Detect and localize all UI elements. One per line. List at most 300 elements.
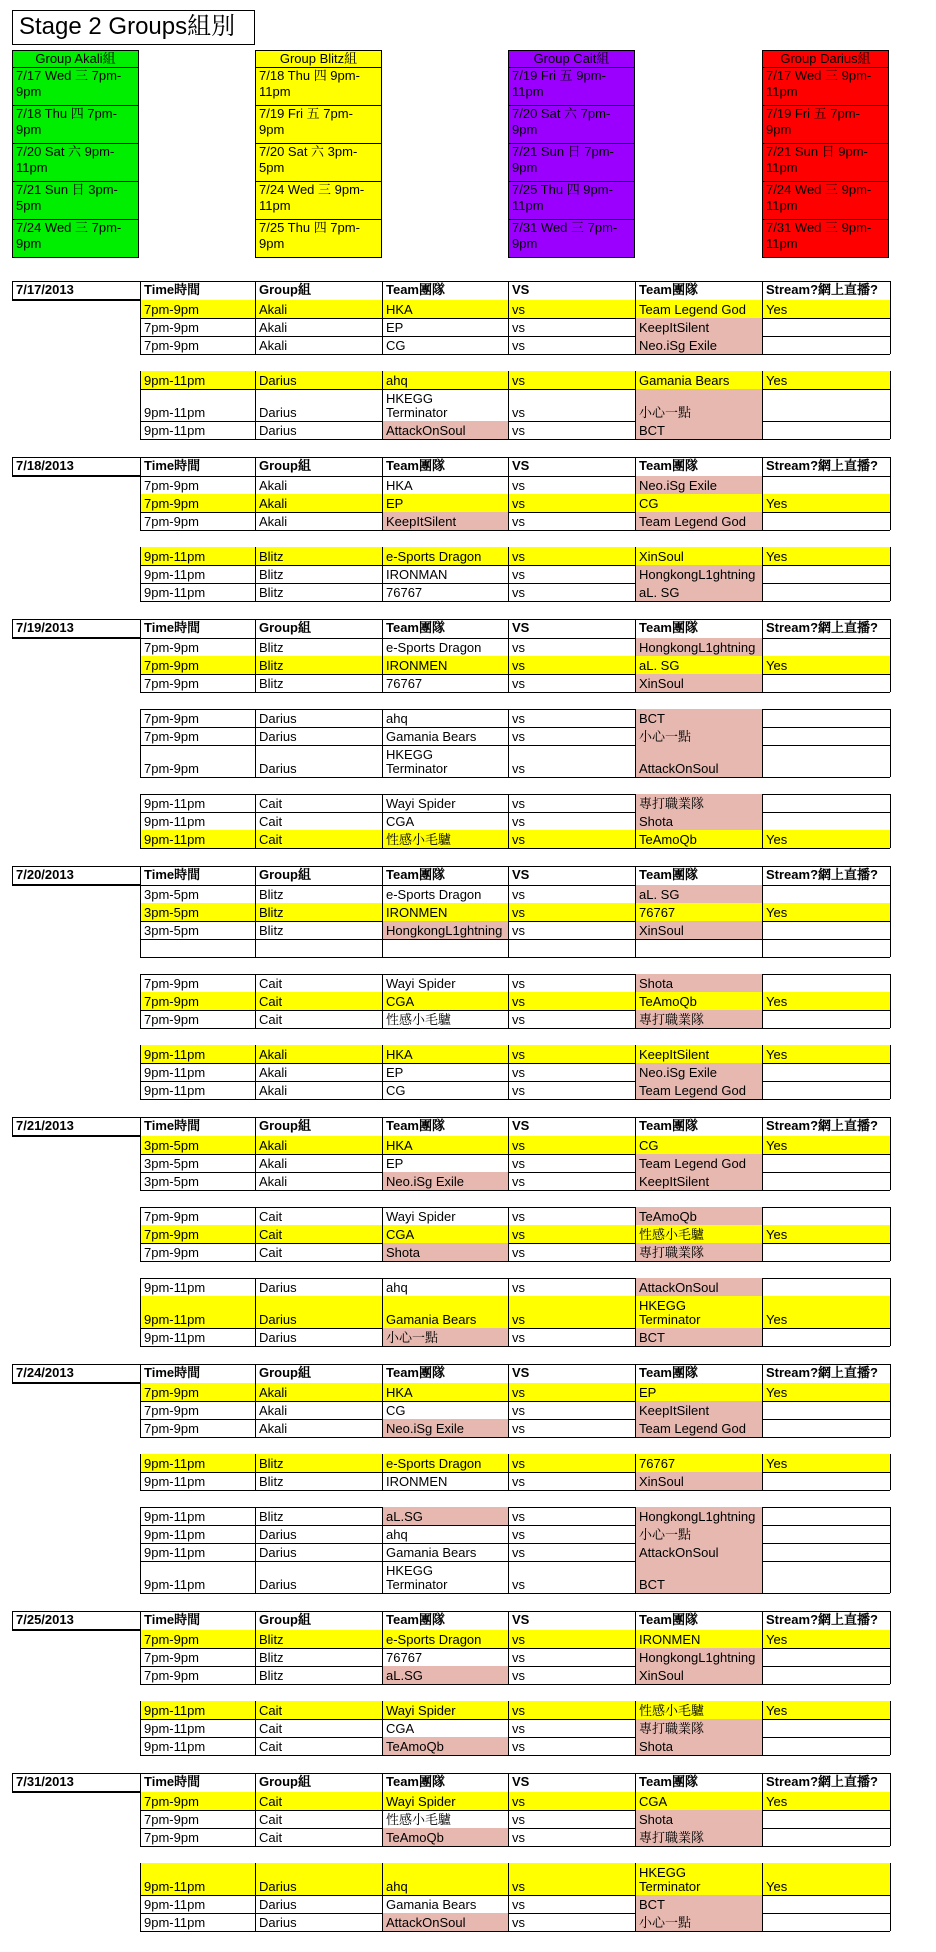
row-border <box>890 1701 891 1719</box>
stream-flag <box>762 745 890 777</box>
stream-flag: Yes <box>762 1454 890 1472</box>
stream-flag <box>762 1081 890 1099</box>
vs-label <box>508 939 635 957</box>
match-group: Darius <box>255 1863 382 1895</box>
team-a: AttackOnSoul <box>382 421 508 439</box>
team-b: aL. SG <box>635 885 762 903</box>
team-b: KeepItSilent <box>635 1401 762 1419</box>
column-header: Group組 <box>255 1773 382 1792</box>
row-border <box>890 1401 891 1419</box>
team-a: CG <box>382 336 508 354</box>
row-border <box>890 1792 891 1810</box>
match-group: Blitz <box>255 903 382 921</box>
vs-label: vs <box>508 1328 635 1346</box>
match-time: 7pm-9pm <box>140 300 255 318</box>
team-b: 小心一點 <box>635 389 762 421</box>
stream-flag: Yes <box>762 1630 890 1648</box>
column-header: Time時間 <box>140 281 255 300</box>
match-group: Darius <box>255 1278 382 1296</box>
match-time: 9pm-11pm <box>140 1507 255 1525</box>
team-a <box>382 939 508 957</box>
team-a: IRONMEN <box>382 1472 508 1490</box>
row-border <box>890 1207 891 1225</box>
stream-flag <box>762 1737 890 1755</box>
row-border <box>890 1364 891 1383</box>
row-border <box>890 1081 891 1099</box>
row-border <box>890 547 891 565</box>
vs-label: vs <box>508 1828 635 1846</box>
group-slot: 7/21 Sun 日 3pm-5pm <box>12 181 139 220</box>
match-group: Cait <box>255 1810 382 1828</box>
match-time: 7pm-9pm <box>140 674 255 692</box>
column-header: Team團隊 <box>635 281 762 300</box>
stream-flag <box>762 1401 890 1419</box>
column-header: Stream?網上直播? <box>762 1117 890 1136</box>
team-b: XinSoul <box>635 1472 762 1490</box>
stream-flag <box>762 794 890 812</box>
stream-flag: Yes <box>762 903 890 921</box>
match-time: 9pm-11pm <box>140 1454 255 1472</box>
vs-label: vs <box>508 1792 635 1810</box>
vs-label: vs <box>508 1630 635 1648</box>
match-time: 7pm-9pm <box>140 974 255 992</box>
team-b: XinSoul <box>635 547 762 565</box>
team-b: Neo.iSg Exile <box>635 336 762 354</box>
match-group: Akali <box>255 1154 382 1172</box>
team-a: Wayi Spider <box>382 1207 508 1225</box>
match-time: 7pm-9pm <box>140 1419 255 1437</box>
vs-label: vs <box>508 1561 635 1593</box>
stream-flag: Yes <box>762 1701 890 1719</box>
row-border <box>890 1278 891 1296</box>
row-border <box>890 1737 891 1755</box>
stream-flag <box>762 1666 890 1684</box>
match-time: 3pm-5pm <box>140 885 255 903</box>
column-header: Team團隊 <box>635 1773 762 1792</box>
vs-label: vs <box>508 1863 635 1895</box>
match-group: Akali <box>255 1401 382 1419</box>
team-a: Neo.iSg Exile <box>382 1419 508 1437</box>
match-time: 7pm-9pm <box>140 1792 255 1810</box>
date-label: 7/17/2013 <box>12 281 140 300</box>
row-border <box>890 709 891 727</box>
vs-label: vs <box>508 1136 635 1154</box>
team-a: IRONMEN <box>382 656 508 674</box>
vs-label: vs <box>508 1045 635 1063</box>
match-group: Blitz <box>255 921 382 939</box>
row-border <box>140 777 890 778</box>
match-group: Blitz <box>255 1472 382 1490</box>
team-a: e-Sports Dragon <box>382 1630 508 1648</box>
match-time: 9pm-11pm <box>140 794 255 812</box>
team-a: ahq <box>382 1863 508 1895</box>
row-border <box>140 439 890 440</box>
vs-label: vs <box>508 1243 635 1261</box>
row-border <box>890 974 891 992</box>
stream-flag <box>762 1895 890 1913</box>
vs-label: vs <box>508 1454 635 1472</box>
vs-label: vs <box>508 318 635 336</box>
match-group: Cait <box>255 1207 382 1225</box>
vs-label: vs <box>508 745 635 777</box>
match-group: Cait <box>255 1737 382 1755</box>
match-time: 7pm-9pm <box>140 1828 255 1846</box>
row-border <box>890 1383 891 1401</box>
group-slot: 7/25 Thu 四 9pm-11pm <box>508 181 635 220</box>
column-header: Group組 <box>255 281 382 300</box>
team-a: Gamania Bears <box>382 1543 508 1561</box>
team-a: 小心一點 <box>382 1328 508 1346</box>
match-group: Darius <box>255 1296 382 1328</box>
stream-flag <box>762 674 890 692</box>
column-header: Team團隊 <box>382 281 508 300</box>
team-a: KeepItSilent <box>382 512 508 530</box>
match-time: 9pm-11pm <box>140 1328 255 1346</box>
team-b <box>635 939 762 957</box>
match-group: Darius <box>255 1543 382 1561</box>
column-header: VS <box>508 281 635 300</box>
match-time: 9pm-11pm <box>140 1472 255 1490</box>
team-a: IRONMAN <box>382 565 508 583</box>
row-border <box>140 601 890 602</box>
column-header: Time時間 <box>140 866 255 885</box>
row-border <box>890 1810 891 1828</box>
stream-flag <box>762 974 890 992</box>
team-a: aL.SG <box>382 1666 508 1684</box>
group-slot: 7/31 Wed 三 9pm-11pm <box>762 219 889 258</box>
vs-label: vs <box>508 1719 635 1737</box>
group-slot: 7/25 Thu 四 7pm-9pm <box>255 219 382 258</box>
team-b: AttackOnSoul <box>635 1278 762 1296</box>
column-header: Team團隊 <box>635 1117 762 1136</box>
match-time: 7pm-9pm <box>140 992 255 1010</box>
group-slot: 7/21 Sun 日 9pm-11pm <box>762 143 889 182</box>
vs-label: vs <box>508 1172 635 1190</box>
match-group: Darius <box>255 745 382 777</box>
team-a: AttackOnSoul <box>382 1913 508 1931</box>
column-header: Stream?網上直播? <box>762 457 890 476</box>
match-time: 9pm-11pm <box>140 1895 255 1913</box>
group-slot: 7/24 Wed 三 7pm-9pm <box>12 219 139 258</box>
vs-label: vs <box>508 830 635 848</box>
vs-label: vs <box>508 1278 635 1296</box>
stream-flag <box>762 1328 890 1346</box>
vs-label: vs <box>508 1810 635 1828</box>
column-header: Team團隊 <box>382 1117 508 1136</box>
match-group: Cait <box>255 1719 382 1737</box>
team-b: Shota <box>635 974 762 992</box>
match-group: Darius <box>255 389 382 421</box>
row-border <box>890 830 891 848</box>
row-border <box>890 674 891 692</box>
match-time: 9pm-11pm <box>140 583 255 601</box>
team-a: Wayi Spider <box>382 1701 508 1719</box>
match-time: 7pm-9pm <box>140 745 255 777</box>
row-border <box>890 1630 891 1648</box>
stream-flag: Yes <box>762 547 890 565</box>
row-border <box>890 1828 891 1846</box>
column-header: VS <box>508 619 635 638</box>
match-group: Darius <box>255 371 382 389</box>
team-a: 76767 <box>382 583 508 601</box>
row-border <box>890 336 891 354</box>
column-header: Time時間 <box>140 1117 255 1136</box>
stream-flag <box>762 885 890 903</box>
match-group: Cait <box>255 1010 382 1028</box>
match-time: 7pm-9pm <box>140 709 255 727</box>
column-header: VS <box>508 1773 635 1792</box>
team-b: CG <box>635 494 762 512</box>
row-border <box>140 1190 890 1191</box>
vs-label: vs <box>508 1081 635 1099</box>
match-time: 3pm-5pm <box>140 903 255 921</box>
team-a: HKEGG Terminator <box>382 389 508 421</box>
team-b: aL. SG <box>635 656 762 674</box>
team-a: HKEGG Terminator <box>382 745 508 777</box>
stream-flag <box>762 1063 890 1081</box>
team-b: Shota <box>635 812 762 830</box>
team-b: KeepItSilent <box>635 1172 762 1190</box>
vs-label: vs <box>508 674 635 692</box>
team-b: IRONMEN <box>635 1630 762 1648</box>
group-slot: 7/18 Thu 四 9pm-11pm <box>255 67 382 106</box>
match-group: Blitz <box>255 565 382 583</box>
team-a: TeAmoQb <box>382 1828 508 1846</box>
match-group: Akali <box>255 512 382 530</box>
vs-label: vs <box>508 1543 635 1561</box>
team-a: 76767 <box>382 1648 508 1666</box>
match-group: Akali <box>255 1063 382 1081</box>
vs-label: vs <box>508 885 635 903</box>
row-border <box>140 1490 890 1491</box>
team-a: Gamania Bears <box>382 1895 508 1913</box>
match-group: Cait <box>255 1701 382 1719</box>
match-time: 9pm-11pm <box>140 1913 255 1931</box>
team-b: 專打職業隊 <box>635 794 762 812</box>
match-group <box>255 939 382 957</box>
team-b: 專打職業隊 <box>635 1828 762 1846</box>
team-a: CGA <box>382 992 508 1010</box>
team-b: TeAmoQb <box>635 1207 762 1225</box>
date-label: 7/21/2013 <box>12 1117 140 1136</box>
match-group: Akali <box>255 1383 382 1401</box>
group-slot: 7/19 Fri 五 7pm-9pm <box>255 105 382 144</box>
team-b: HongkongL1ghtning <box>635 565 762 583</box>
match-time: 7pm-9pm <box>140 1630 255 1648</box>
row-border <box>890 371 891 389</box>
vs-label: vs <box>508 421 635 439</box>
match-group: Blitz <box>255 656 382 674</box>
vs-label: vs <box>508 300 635 318</box>
stream-flag <box>762 1828 890 1846</box>
match-group: Akali <box>255 318 382 336</box>
row-border <box>890 1454 891 1472</box>
row-border <box>890 1243 891 1261</box>
row-border <box>890 992 891 1010</box>
stream-flag <box>762 1172 890 1190</box>
match-group: Cait <box>255 830 382 848</box>
stream-flag <box>762 421 890 439</box>
match-time: 9pm-11pm <box>140 1045 255 1063</box>
column-header: Team團隊 <box>635 457 762 476</box>
column-header: Team團隊 <box>382 1364 508 1383</box>
vs-label: vs <box>508 1895 635 1913</box>
team-b: 性感小毛驢 <box>635 1701 762 1719</box>
match-time: 9pm-11pm <box>140 830 255 848</box>
page-title: Stage 2 Groups組別 <box>12 10 255 45</box>
team-a: e-Sports Dragon <box>382 638 508 656</box>
column-header: Team團隊 <box>382 457 508 476</box>
stream-flag <box>762 512 890 530</box>
date-label: 7/31/2013 <box>12 1773 140 1792</box>
team-b: BCT <box>635 1895 762 1913</box>
row-border <box>890 583 891 601</box>
match-time: 3pm-5pm <box>140 921 255 939</box>
row-border <box>140 1846 890 1847</box>
column-header: Team團隊 <box>382 1773 508 1792</box>
vs-label: vs <box>508 1913 635 1931</box>
row-border <box>140 1755 890 1756</box>
team-a: HKA <box>382 1383 508 1401</box>
team-b: Team Legend God <box>635 1154 762 1172</box>
vs-label: vs <box>508 1472 635 1490</box>
team-a: CG <box>382 1401 508 1419</box>
match-time: 9pm-11pm <box>140 565 255 583</box>
row-border <box>890 389 891 421</box>
row-border <box>890 1063 891 1081</box>
row-border <box>890 638 891 656</box>
team-b: 專打職業隊 <box>635 1243 762 1261</box>
stream-flag: Yes <box>762 1383 890 1401</box>
row-border <box>890 921 891 939</box>
team-a: EP <box>382 1063 508 1081</box>
team-a: 性感小毛驢 <box>382 830 508 848</box>
row-border <box>890 727 891 745</box>
row-border <box>890 1117 891 1136</box>
stream-flag <box>762 939 890 957</box>
team-a: TeAmoQb <box>382 1737 508 1755</box>
group-slot: 7/24 Wed 三 9pm-11pm <box>255 181 382 220</box>
team-b: Neo.iSg Exile <box>635 1063 762 1081</box>
column-header: Team團隊 <box>382 866 508 885</box>
group-slot: 7/20 Sat 六 3pm-5pm <box>255 143 382 182</box>
team-b: Team Legend God <box>635 1419 762 1437</box>
stream-flag <box>762 476 890 494</box>
column-header: Time時間 <box>140 1611 255 1630</box>
team-b: BCT <box>635 421 762 439</box>
team-a: e-Sports Dragon <box>382 547 508 565</box>
team-a: Wayi Spider <box>382 974 508 992</box>
vs-label: vs <box>508 974 635 992</box>
team-a: Gamania Bears <box>382 727 508 745</box>
match-time: 9pm-11pm <box>140 1543 255 1561</box>
group-slot: 7/19 Fri 五 9pm-11pm <box>508 67 635 106</box>
stream-flag <box>762 1472 890 1490</box>
column-header: Team團隊 <box>635 1611 762 1630</box>
match-time: 9pm-11pm <box>140 371 255 389</box>
match-time: 7pm-9pm <box>140 1666 255 1684</box>
column-header: VS <box>508 1364 635 1383</box>
column-header: Stream?網上直播? <box>762 866 890 885</box>
team-b: KeepItSilent <box>635 1045 762 1063</box>
column-header: Team團隊 <box>635 866 762 885</box>
team-a: IRONMEN <box>382 903 508 921</box>
row-border <box>140 1684 890 1685</box>
column-header: Group組 <box>255 1364 382 1383</box>
row-border <box>890 1525 891 1543</box>
stream-flag <box>762 812 890 830</box>
match-time: 7pm-9pm <box>140 638 255 656</box>
team-b: AttackOnSoul <box>635 1543 762 1561</box>
vs-label: vs <box>508 389 635 421</box>
match-time <box>140 939 255 957</box>
column-header: Stream?網上直播? <box>762 1364 890 1383</box>
match-group: Blitz <box>255 674 382 692</box>
date-label: 7/25/2013 <box>12 1611 140 1630</box>
vs-label: vs <box>508 1701 635 1719</box>
column-header: Time時間 <box>140 1364 255 1383</box>
team-b: HKEGG Terminator <box>635 1296 762 1328</box>
team-b: XinSoul <box>635 921 762 939</box>
group-slot: 7/19 Fri 五 7pm-9pm <box>762 105 889 144</box>
team-b: HongkongL1ghtning <box>635 638 762 656</box>
column-header: VS <box>508 866 635 885</box>
team-b: AttackOnSoul <box>635 745 762 777</box>
team-a: ahq <box>382 1525 508 1543</box>
match-group: Cait <box>255 812 382 830</box>
vs-label: vs <box>508 812 635 830</box>
vs-label: vs <box>508 1525 635 1543</box>
vs-label: vs <box>508 1648 635 1666</box>
match-time: 7pm-9pm <box>140 318 255 336</box>
match-time: 7pm-9pm <box>140 494 255 512</box>
match-time: 9pm-11pm <box>140 1863 255 1895</box>
match-group: Akali <box>255 1172 382 1190</box>
match-time: 7pm-9pm <box>140 1010 255 1028</box>
match-group: Blitz <box>255 1666 382 1684</box>
match-time: 7pm-9pm <box>140 1401 255 1419</box>
column-header: VS <box>508 457 635 476</box>
stream-flag <box>762 1913 890 1931</box>
column-header: VS <box>508 1117 635 1136</box>
match-time: 7pm-9pm <box>140 1225 255 1243</box>
vs-label: vs <box>508 638 635 656</box>
row-border <box>890 1507 891 1525</box>
vs-label: vs <box>508 1737 635 1755</box>
match-group: Akali <box>255 300 382 318</box>
match-time: 7pm-9pm <box>140 336 255 354</box>
row-border <box>140 692 890 693</box>
column-header: Group組 <box>255 1611 382 1630</box>
row-border <box>890 300 891 318</box>
stream-flag <box>762 1010 890 1028</box>
vs-label: vs <box>508 476 635 494</box>
stream-flag: Yes <box>762 1136 890 1154</box>
column-header: Stream?網上直播? <box>762 1773 890 1792</box>
stream-flag <box>762 318 890 336</box>
column-header: Team團隊 <box>382 1611 508 1630</box>
match-group: Cait <box>255 1792 382 1810</box>
group-slot: 7/17 Wed 三 7pm-9pm <box>12 67 139 106</box>
vs-label: vs <box>508 1419 635 1437</box>
column-header: Stream?網上直播? <box>762 619 890 638</box>
match-time: 9pm-11pm <box>140 389 255 421</box>
match-group: Darius <box>255 1328 382 1346</box>
vs-label: vs <box>508 494 635 512</box>
row-border <box>140 354 890 355</box>
team-b: Team Legend God <box>635 1081 762 1099</box>
stream-flag <box>762 1419 890 1437</box>
